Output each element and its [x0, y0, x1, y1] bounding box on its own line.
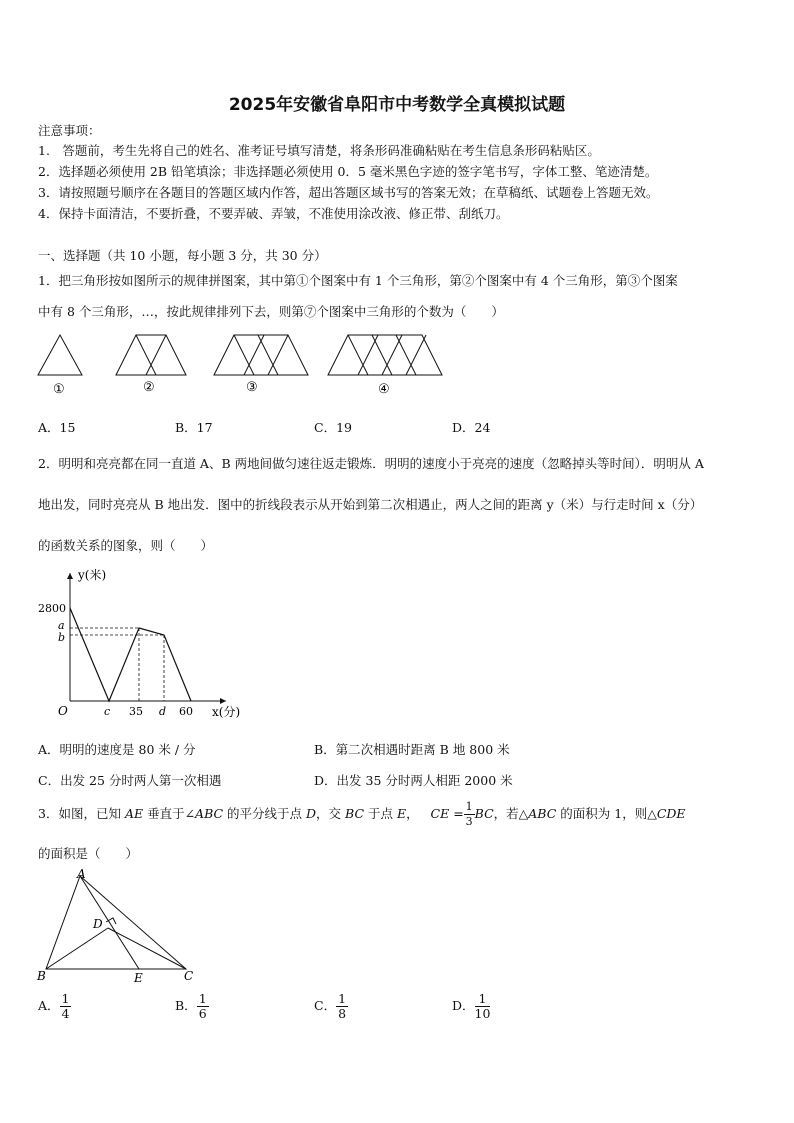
frac-den: 6: [198, 1006, 207, 1021]
q3-text: ，: [406, 806, 419, 821]
option-fraction: [336, 992, 348, 1021]
section-heading: 一、选择题（共 10 小题，每小题 3 分，共 30 分）: [38, 248, 327, 263]
fig-label: ②: [143, 380, 155, 395]
notice-item: 3．请按照题号顺序在各题目的答题区域内作答，超出答题区域书写的答案无效；在草稿纸、试题卷上答题无效。: [38, 185, 659, 200]
notice-heading: 注意事项：: [38, 123, 101, 138]
q2-distance-time-graph: [36, 563, 266, 723]
q3-var: BC: [474, 806, 494, 821]
option-label: C．: [314, 998, 337, 1013]
origin-label: O: [58, 704, 68, 718]
q2-text: 的函数关系的图象，则（ ）: [38, 538, 214, 553]
frac-num: 1: [465, 800, 473, 813]
triangle-pattern-4: [328, 335, 442, 375]
frac-den: 8: [338, 1006, 347, 1021]
q3-var: ABC: [528, 806, 557, 821]
q3-var: E: [396, 806, 407, 821]
q3-var: CDE: [656, 806, 686, 821]
q3-text: 3．如图，已知: [38, 806, 125, 821]
q2-text: 2．明明和亮亮都在同一直道 A、B 两地间做匀速往返走锻炼．明明的速度小于亮亮的速度（忽略掉头等时间）．明明从 A: [38, 456, 704, 471]
option-label: A．: [38, 998, 60, 1013]
q3-text: 的面积是（ ）: [38, 846, 139, 861]
q1-option-d[interactable]: D．24: [452, 420, 491, 435]
q2-option-a[interactable]: A．明明的速度是 80 米 / 分: [38, 742, 196, 757]
option-label: B．: [175, 998, 197, 1013]
q3-var: BC: [345, 806, 365, 821]
frac-num: 1: [478, 991, 487, 1006]
triangle-pattern-3: [214, 335, 308, 375]
segment-ae: [80, 876, 139, 969]
x-tick: 60: [179, 705, 193, 718]
notice-item: 2．选择题必须使用 2B 铅笔填涂；非选择题必须使用 0．5 毫米黑色字迹的签字笔书写，字体工整、笔迹清楚。: [38, 164, 658, 179]
frac-num: 1: [338, 991, 347, 1006]
y-tick: 2800: [38, 602, 66, 615]
q1-option-c[interactable]: C．19: [314, 420, 352, 435]
notice-item: 4．保持卡面清洁，不要折叠，不要弄破、弄皱，不准使用涂改液、修正带、刮纸刀。: [38, 206, 509, 221]
option-fraction: [475, 992, 491, 1021]
q1-option-a[interactable]: A．15: [38, 420, 76, 435]
q3-ce-eq: CE =: [430, 806, 464, 821]
y-tick: b: [58, 631, 66, 644]
q3-option-d[interactable]: [452, 992, 490, 1021]
q3-triangle-figure: [34, 866, 204, 988]
q3-option-c[interactable]: [314, 992, 348, 1021]
x-tick: 35: [129, 705, 143, 718]
q2-text: 地出发，同时亮亮从 B 地出发．图中的折线段表示从开始到第二次相遇止，两人之间的距离 y（米）与行走时间 x（分）: [38, 497, 703, 512]
q3-text: ，交: [316, 806, 346, 821]
q3-text: 垂直于∠: [143, 806, 196, 821]
q3-text: 的平分线于点: [223, 806, 307, 821]
page-title: 2025年安徽省阜阳市中考数学全真模拟试题: [228, 95, 566, 115]
frac-den: 3: [465, 815, 473, 828]
q3-var: AE: [124, 806, 144, 821]
x-tick: d: [159, 705, 167, 718]
q2-option-c[interactable]: C．出发 25 分时两人第一次相遇: [38, 773, 222, 788]
q3-text: 的面积为 1，则△: [556, 806, 657, 821]
fig-label: ④: [378, 382, 390, 397]
q3-text-line1: [38, 800, 686, 829]
q3-text: 于点: [364, 806, 397, 821]
point-label: A: [77, 867, 86, 881]
option-label: D．: [452, 998, 475, 1013]
option-fraction: [60, 992, 72, 1021]
triangle-pattern-2: [116, 335, 186, 375]
q1-option-b[interactable]: B．17: [175, 420, 213, 435]
q1-text: 1．把三角形按如图所示的规律拼图案，其中第①个图案中有 1 个三角形，第②个图案中有 4 个三角形，第③个图案: [38, 273, 678, 288]
segment-bd: [46, 928, 108, 969]
point-label: B: [37, 969, 46, 983]
y-axis-label: y(米): [78, 568, 107, 582]
point-label: E: [134, 971, 143, 985]
q1-triangle-figures: [36, 330, 456, 400]
distance-polyline: [70, 608, 191, 701]
notice-item: 1. 答题前，考生先将自己的姓名、准考证号填写清楚，将条形码准确粘贴在考生信息条形码粘贴区。: [38, 143, 600, 158]
q3-option-a[interactable]: [38, 992, 71, 1021]
x-axis-label: x(分): [212, 705, 241, 719]
x-tick: c: [104, 705, 111, 718]
frac-num: 1: [198, 991, 207, 1006]
q1-text: 中有 8 个三角形，…，按此规律排列下去，则第⑦个图案中三角形的个数为（ ）: [38, 304, 504, 319]
point-label: D: [93, 917, 103, 931]
option-fraction: [197, 992, 209, 1021]
point-label: C: [184, 969, 194, 983]
q2-option-d[interactable]: D．出发 35 分时两人相距 2000 米: [314, 773, 513, 788]
q2-option-b[interactable]: B．第二次相遇时距离 B 地 800 米: [314, 742, 510, 757]
q3-var: ABC: [195, 806, 224, 821]
y-tick: a: [58, 619, 65, 632]
q3-ce-fraction: [464, 800, 475, 829]
q3-text: ，若△: [493, 806, 529, 821]
q3-var: D: [306, 806, 317, 821]
frac-num: 1: [61, 991, 70, 1006]
fig-label: ③: [246, 380, 258, 395]
fig-label: ①: [53, 382, 65, 397]
frac-den: 4: [61, 1006, 70, 1021]
frac-den: 10: [474, 1006, 491, 1021]
triangle-pattern-1: [38, 335, 82, 375]
q3-option-b[interactable]: [175, 992, 209, 1021]
